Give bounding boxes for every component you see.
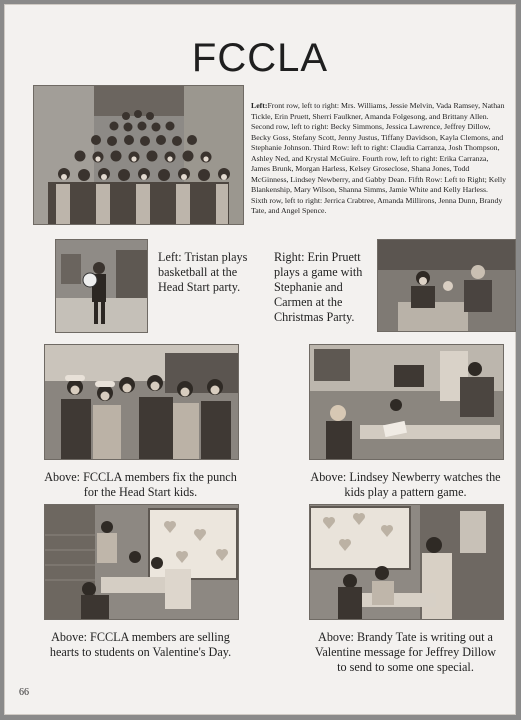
names-lead: Left: bbox=[251, 101, 268, 110]
hearts-photo bbox=[44, 504, 239, 620]
caption-erin: Right: Erin Pruett plays a game with Stephanie and Carmen at the Christmas Party. bbox=[274, 250, 363, 324]
lindsey-photo-image bbox=[310, 345, 503, 459]
group-photo-names bbox=[251, 101, 506, 217]
caption-tristan: Left: Tristan plays basketball at the Head Start party. bbox=[158, 250, 248, 294]
erin-photo-image bbox=[378, 240, 515, 331]
brandy-photo bbox=[309, 504, 504, 620]
brandy-photo-image bbox=[310, 505, 503, 619]
erin-photo bbox=[377, 239, 516, 332]
tristan-photo bbox=[55, 239, 148, 333]
page-number: 66 bbox=[19, 687, 29, 698]
punch-photo-image bbox=[45, 345, 238, 459]
group-photo bbox=[33, 85, 244, 225]
lindsey-photo bbox=[309, 344, 504, 460]
hearts-photo-image bbox=[45, 505, 238, 619]
yearbook-page bbox=[4, 4, 516, 715]
names-text: Front row, left to right: Mrs. Williams, Jessie Melvin, Vada Ramsey, Nathan Tickle, Erin Pruett, Sherri Faulkner, Amanda Folgesong, and Brittany Allen. Second row, left to right: Becky Simmons, Jessica Lawrence, Jeffrey Dillow, Becky Goss, Stefany Scott, Jenny Justus, Tiffany Davidson, Kayla Clemons, and Stephanie Johnson. Third Row: left to right: Claudia Carranza, Josh Thompson, Ashley Ned, and Krystal McGuire. Fourth row, left to right: Erika Carranza, James Brunk, Morgan Harless, Kelsey Groseclose, Shana Jones, Todd McGinness, Lindsey Newberry, and Gabby Dean. Fifth Row: Left to Right; Kelly Blankenship, Mary Wilson, Shanna Simms, Jamie White and Kelly Harless. Sixth row, left to right: Jerrica Crabtree, Amanda Millirons, Jenna Dunn, Brandy Tate, and Angel Spence. bbox=[251, 101, 507, 215]
group-photo-image bbox=[34, 86, 243, 224]
punch-photo bbox=[44, 344, 239, 460]
tristan-photo-image bbox=[56, 240, 147, 332]
page-title: FCCLA bbox=[191, 36, 329, 80]
caption-punch: Above: FCCLA members fix the punch for the Head Start kids. bbox=[44, 470, 237, 499]
caption-brandy: Above: Brandy Tate is writing out a Valentine message for Jeffrey Dillow to send to some one special. bbox=[314, 630, 497, 674]
caption-hearts: Above: FCCLA members are selling hearts to students on Valentine's Day. bbox=[49, 630, 232, 659]
caption-lindsey: Above: Lindsey Newberry watches the kids play a pattern game. bbox=[310, 470, 501, 499]
